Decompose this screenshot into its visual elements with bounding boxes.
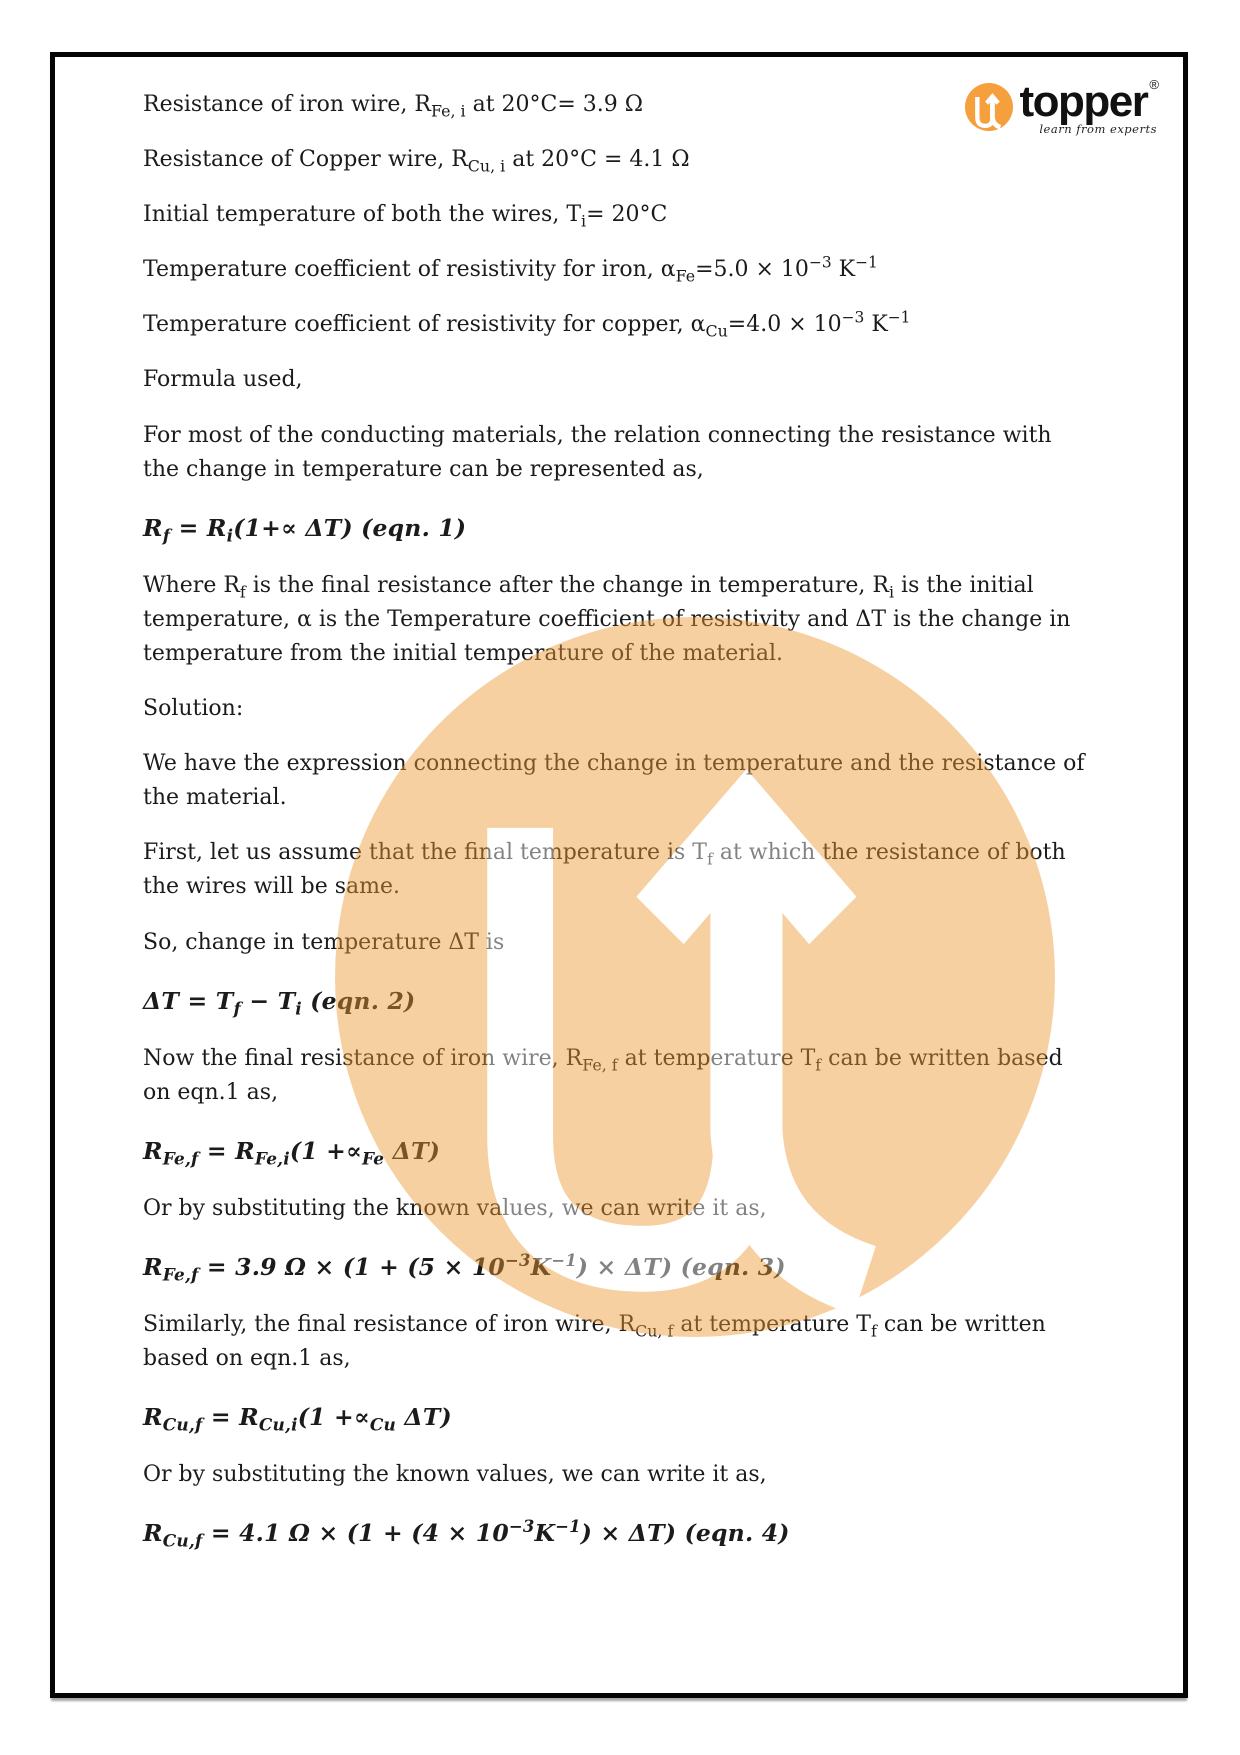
equation: $R_{Cu,f} = 4.1$ $\Omega \times (1 + (4 \times 10^{-3}K^{-1}) \times \Delta T)$ (eqn. 4): [143, 1517, 790, 1552]
paragraph: Formula used,: [143, 367, 303, 393]
equation: $R_{Fe,f} = R_{Fe,i}(1 +\propto_{Fe}$ ΔT): [143, 1136, 441, 1169]
paragraph: So, change in temperature ΔT is: [143, 929, 505, 955]
paragraph: Temperature coefficient of resistivity for copper, $\alpha_{Cu}=4.0 \times 10^{-3}$ $K^{-1}$: [143, 309, 911, 341]
paragraph: First, let us assume that the final temperature is $T_f$ at which the resistance of both the wires will be same.: [143, 840, 1066, 900]
paragraph: Or by substituting the known values, we can write it as,: [143, 1462, 767, 1488]
equation: $\Delta T = T_f - T_i$ (eqn. 2): [143, 986, 416, 1019]
paragraph: We have the expression connecting the change in temperature and the resistance of the material.: [143, 751, 1085, 811]
page-border-frame: [50, 52, 1188, 1698]
equation: $R_f = R_i(1+\propto \Delta T)$ (eqn. 1): [143, 513, 467, 546]
paragraph: Or by substituting the known values, we can write it as,: [143, 1195, 767, 1221]
equation: $R_{Fe,f} = 3.9$ $\Omega \times (1 + (5 \times 10^{-3}K^{-1}) \times \Delta T)$ (eqn. 3): [143, 1251, 786, 1285]
paragraph: For most of the conducting materials, the relation connecting the resistance with the change in temperature can be represented as,: [143, 422, 1052, 482]
registered-trademark-icon: ®: [1149, 77, 1159, 92]
paragraph: Similarly, the final resistance of iron wire, $R_{Cu, f}$ at temperature $T_f$ can be written based on eqn.1 as,: [143, 1312, 1046, 1372]
paragraph: Now the final resistance of iron wire, $R_{Fe, f}$ at temperature $T_f$ can be written based on eqn.1 as,: [143, 1045, 1063, 1105]
paragraph: Temperature coefficient of resistivity for iron, $\alpha_{Fe}=5.0 \times 10^{-3}$ $K^{-1}$: [143, 253, 878, 286]
solution-text: [55, 57, 1183, 1551]
paragraph: Initial temperature of both the wires, $T_i= 20^\circ C$: [143, 202, 668, 231]
brand-logo: [965, 79, 1159, 136]
paragraph: Resistance of Copper wire, $R_{Cu, i}$ at 20°C = 4.1 Ω: [143, 147, 690, 176]
paragraph: Where $R_f$ is the final resistance after the change in temperature, $R_i$ is the initial temperature, α is the Temperature coefficient of resistivity and ΔT is the change in temperature from the initial temperature of the material.: [143, 572, 1071, 666]
paragraph: Resistance of iron wire, $R_{Fe, i}$ at 20°C= 3.9 Ω: [143, 92, 643, 121]
brand-logo-text: [1020, 79, 1159, 136]
equation: $R_{Cu,f} = R_{Cu,i}(1 +\propto_{Cu}$ ΔT): [143, 1403, 452, 1435]
brand-tagline: learn from experts: [1039, 122, 1157, 137]
paragraph: Solution:: [143, 696, 244, 722]
utopper-u-arrow-icon: [965, 83, 1013, 131]
brand-name: topper: [1019, 77, 1148, 126]
